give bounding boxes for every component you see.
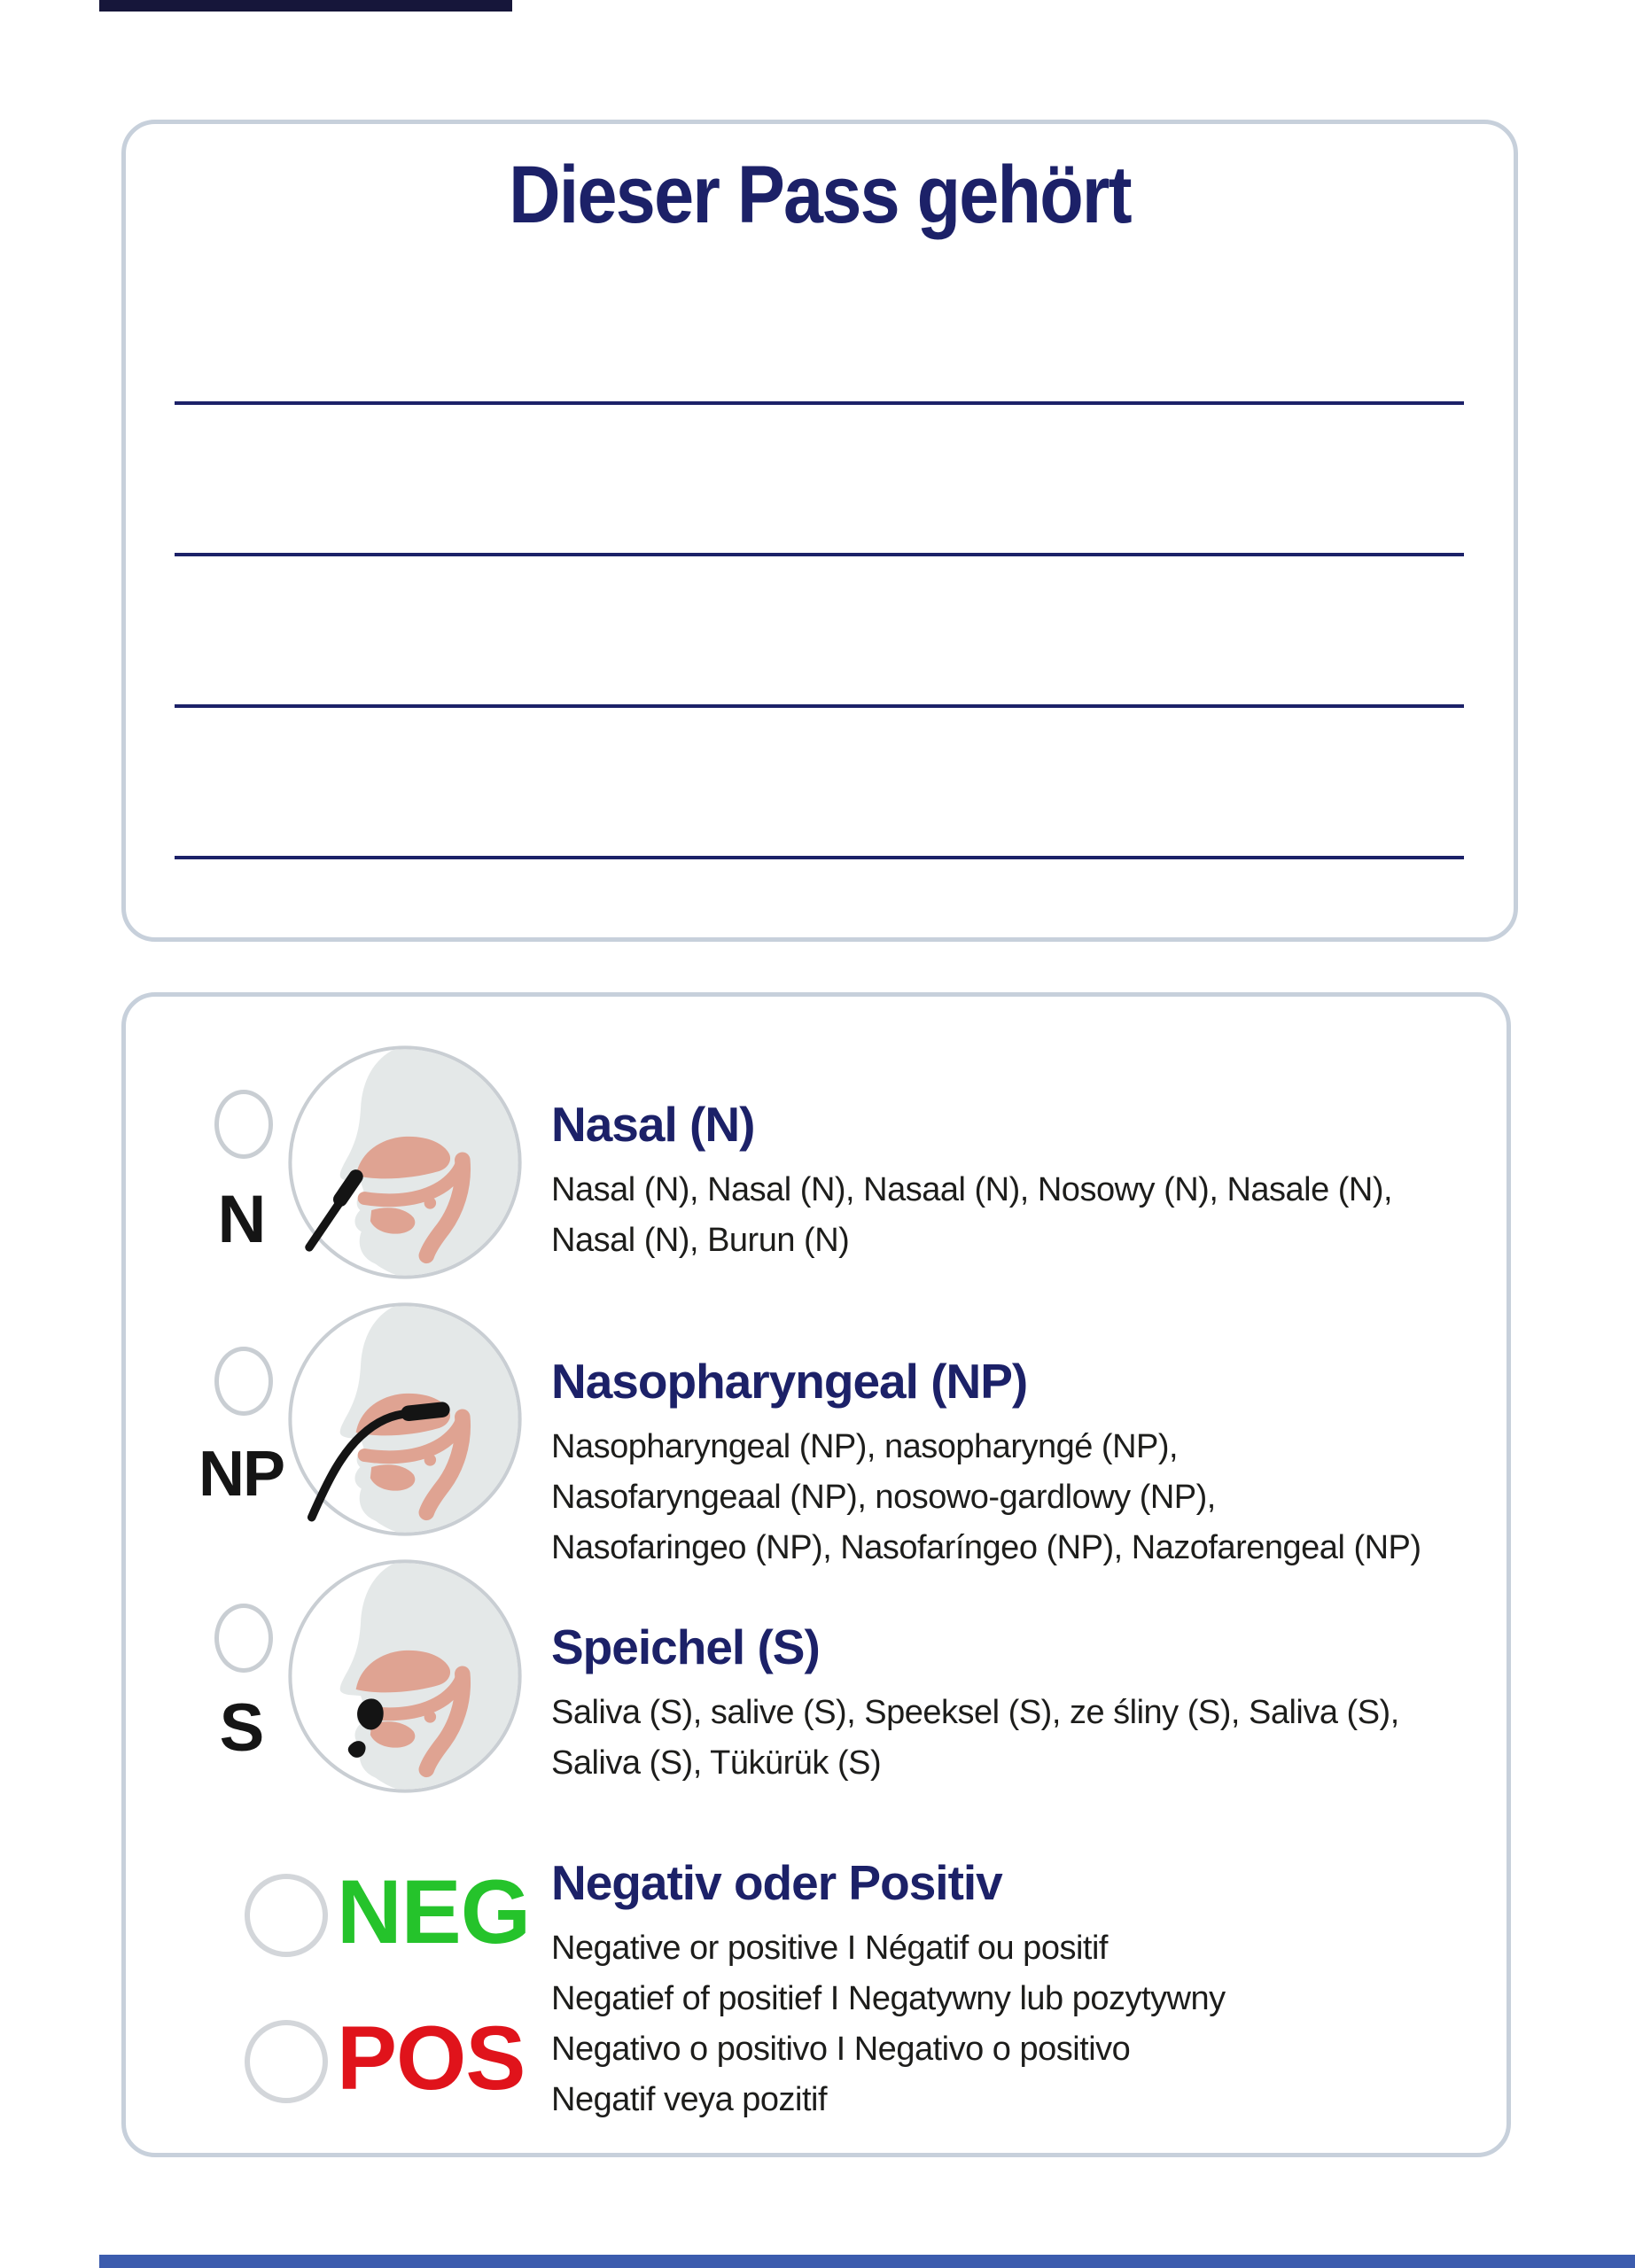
sample-code-n: N [217,1182,265,1257]
cropped-header-bar-fragment [99,0,512,12]
result-body-line: Negativo o positivo I Negativo o positivo [551,2031,1131,2068]
head-profile-saliva-icon [285,1557,525,1796]
cropped-footer-bar-fragment [99,2255,1635,2268]
sample-code-np: NP [198,1439,284,1510]
section-body-line: Nasofaryngeaal (NP), nosowo-gardlowy (NP), [551,1479,1216,1516]
negative-result-radio[interactable] [245,1874,328,1957]
sample-checkbox-n[interactable] [214,1090,273,1159]
result-body-line: Negative or positive I Négatif ou positif [551,1930,1108,1967]
section-result [551,1854,1226,2125]
result-body-line: Negatif veya pozitif [551,2081,828,2118]
neg-label: NEG [337,1861,531,1962]
result-title: Negativ oder Positiv [551,1855,1002,1910]
signature-line-2[interactable] [175,553,1464,556]
section-saliva [551,1619,1399,1789]
section-nasopharyngeal [551,1353,1421,1573]
section-body-line: Nasal (N), Burun (N) [551,1222,850,1259]
section-title-nasopharyngeal: Nasopharyngeal (NP) [551,1354,1028,1409]
head-profile-nasal-swab-icon [285,1043,525,1282]
positive-result-radio[interactable] [245,2020,328,2103]
signature-line-4[interactable] [175,856,1464,859]
section-body-line: Nasal (N), Nasal (N), Nasaal (N), Nosowy (N), Nasale (N), [551,1171,1393,1208]
owner-card [121,120,1518,942]
pos-label: POS [337,2008,526,2109]
sample-checkbox-s[interactable] [214,1604,273,1673]
page-title: Dieser Pass gehört [509,150,1131,240]
signature-line-1[interactable] [175,401,1464,405]
section-body-line: Saliva (S), Tükürük (S) [551,1744,882,1782]
legend-card [121,992,1511,2157]
result-body-line: Negatief of positief I Negatywny lub pozytywny [551,1980,1226,2017]
head-profile-nasopharyngeal-swab-icon [285,1300,525,1539]
section-body-line: Nasofaringeo (NP), Nasofaríngeo (NP), Nazofarengeal (NP) [551,1529,1421,1566]
section-title-nasal: Nasal (N) [551,1097,755,1152]
sample-code-s: S [219,1690,263,1766]
section-title-saliva: Speichel (S) [551,1619,820,1674]
section-nasal [551,1096,1392,1266]
signature-line-3[interactable] [175,704,1464,708]
section-body-line: Saliva (S), salive (S), Speeksel (S), ze śliny (S), Saliva (S), [551,1694,1399,1731]
sample-checkbox-np[interactable] [214,1347,273,1416]
section-body-line: Nasopharyngeal (NP), nasopharyngé (NP), [551,1428,1179,1465]
